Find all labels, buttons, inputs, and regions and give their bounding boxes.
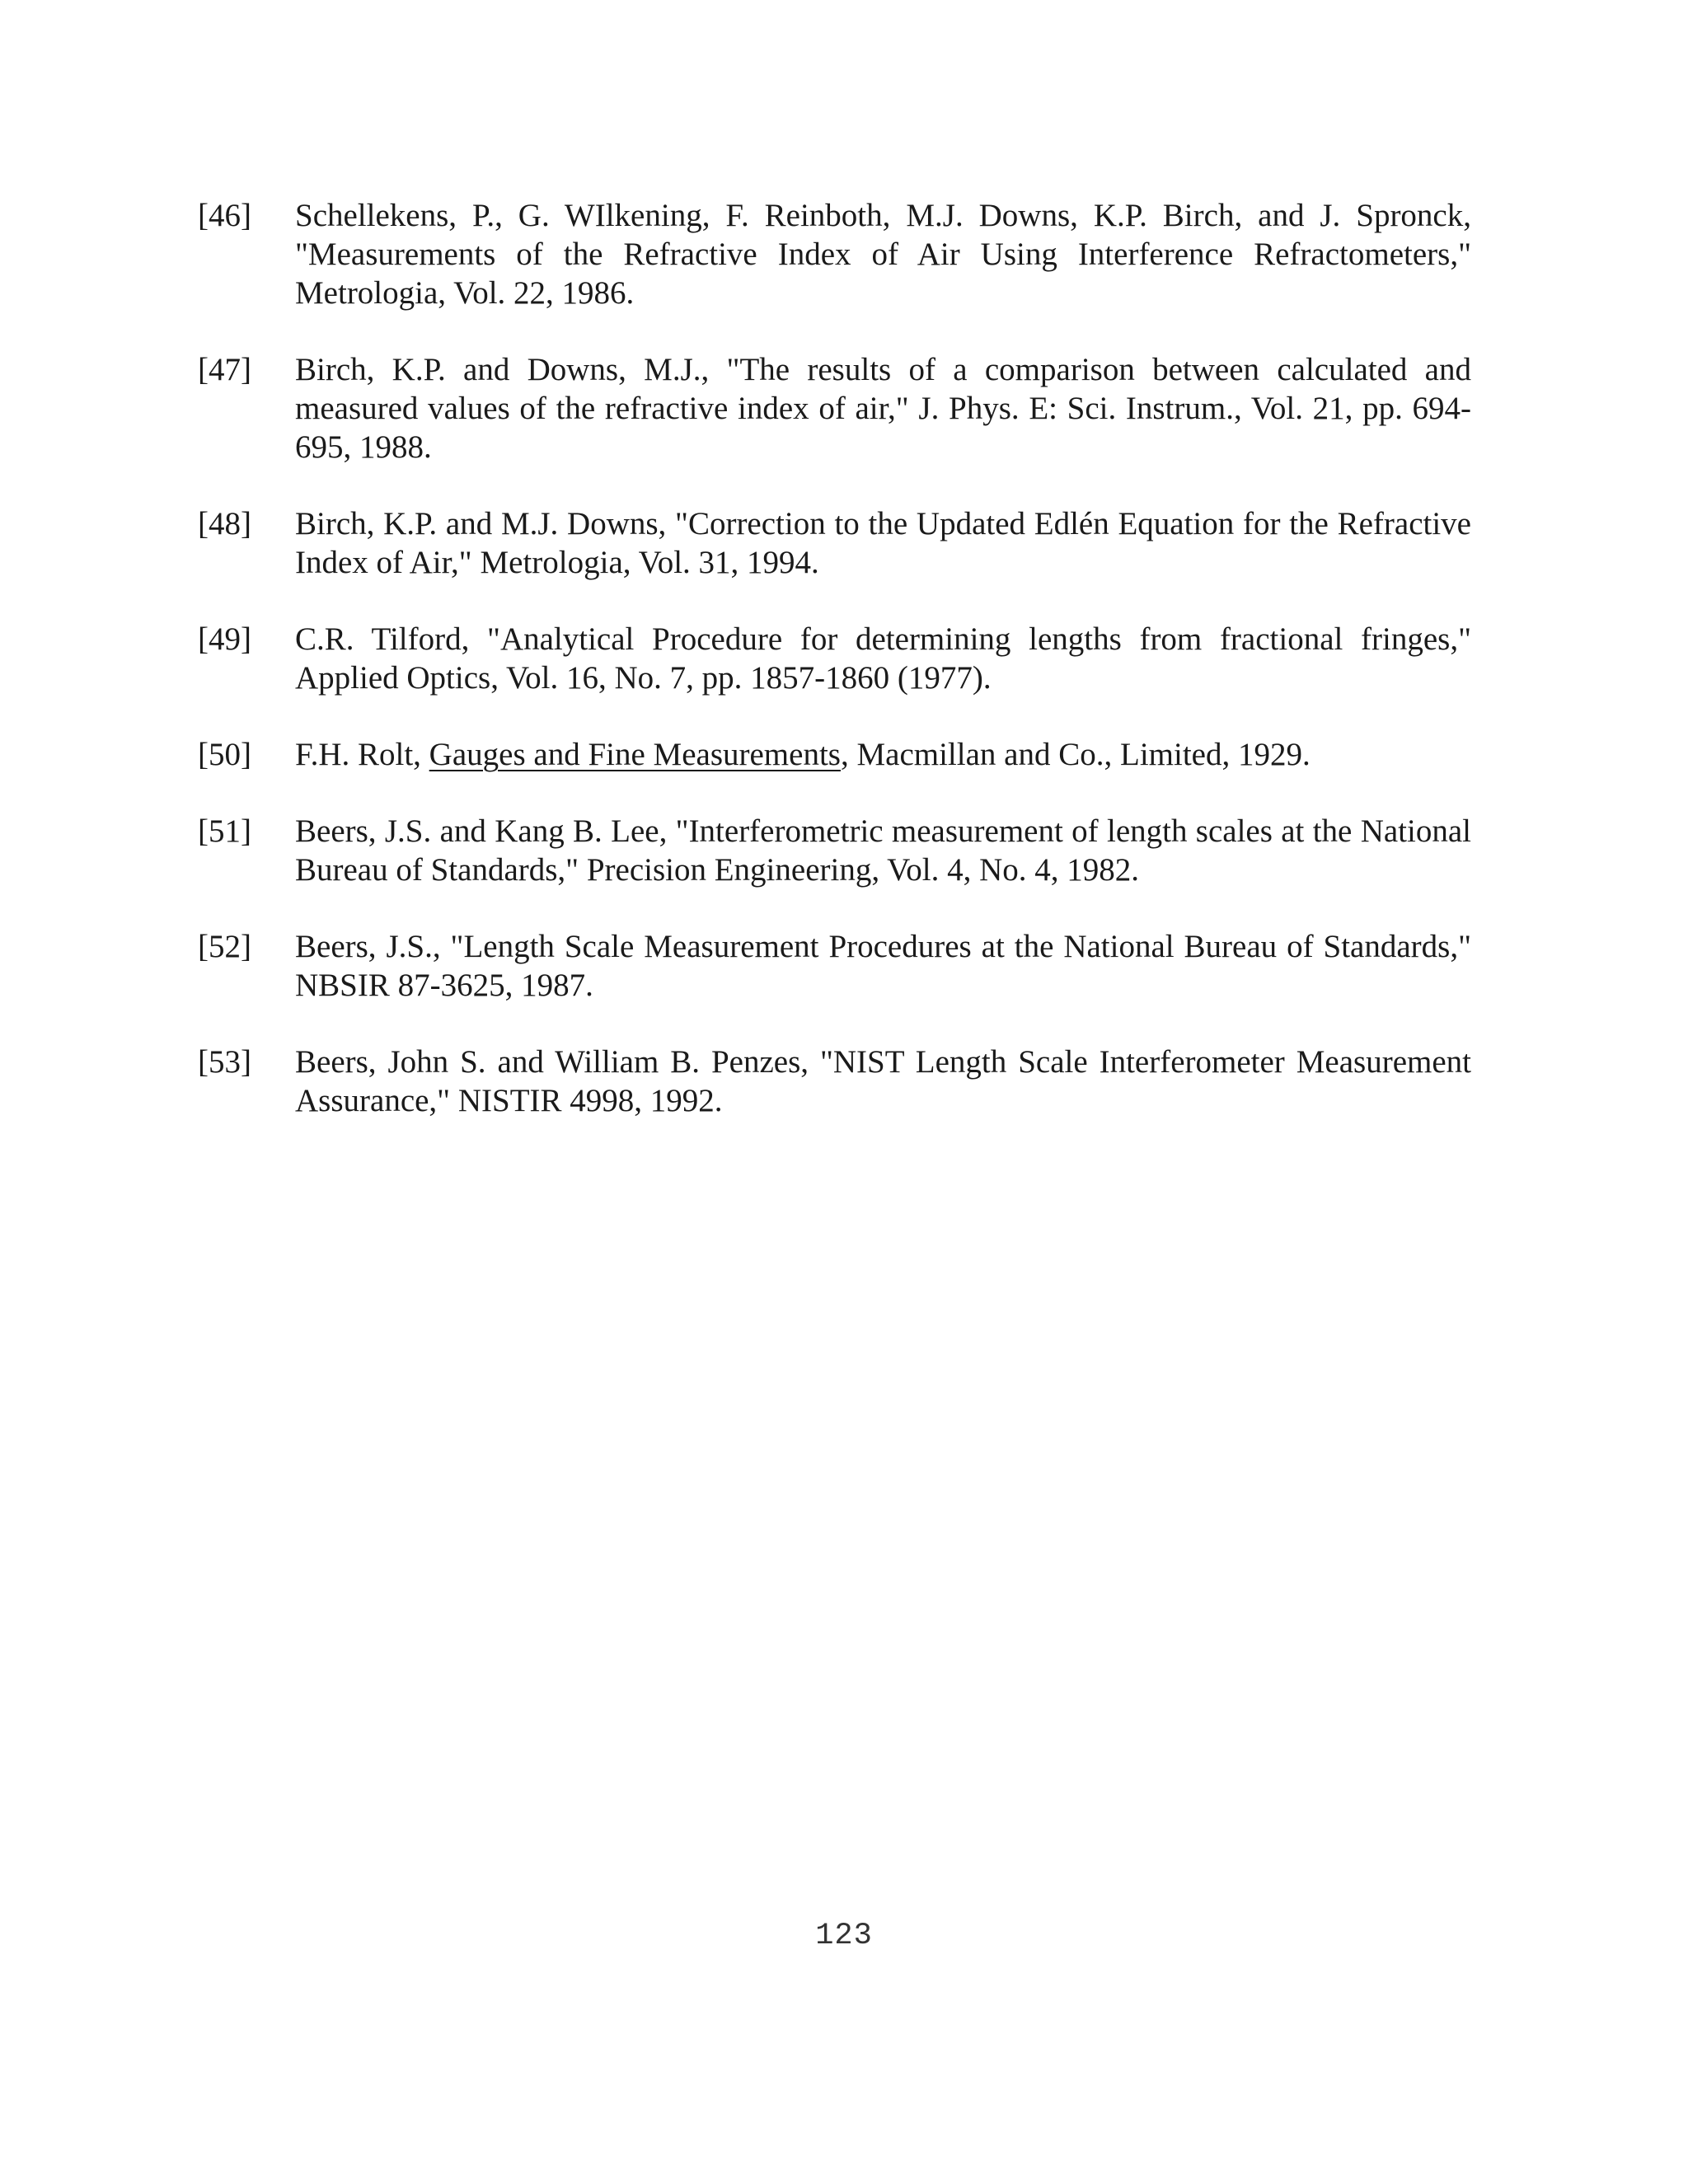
reference-text-before: F.H. Rolt, (295, 737, 429, 772)
reference-number: [50] (198, 737, 251, 772)
reference-text: C.R. Tilford, "Analytical Procedure for determining lengths from fractional fringes," Applied Optics, Vol. 16, No. 7, pp. 1857-1860 (1977). (295, 621, 1471, 696)
reference-text: Birch, K.P. and Downs, M.J., "The results of a comparison between calculated and measured values of the refractive index of air," J. Phys. E: Sci. Instrum., Vol. 21, pp. 694-695, 1988. (295, 352, 1471, 465)
reference-text: Birch, K.P. and M.J. Downs, "Correction to the Updated Edlén Equation for the Refractive Index of Air," Metrologia, Vol. 31, 1994. (295, 506, 1471, 580)
page-number: 123 (815, 1919, 873, 1953)
reference-47 (198, 350, 1471, 466)
reference-text: Beers, J.S. and Kang B. Lee, "Interferometric measurement of length scales at the National Bureau of Standards," Precision Engineering, Vol. 4, No. 4, 1982. (295, 813, 1471, 888)
reference-number: [52] (198, 929, 251, 964)
reference-number: [49] (198, 621, 251, 657)
book-title: Gauges and Fine Measurements (429, 737, 841, 772)
reference-text (295, 735, 1471, 774)
reference-number: [53] (198, 1044, 251, 1080)
reference-text: Beers, John S. and William B. Penzes, "NIST Length Scale Interferometer Measurement Assurance," NISTIR 4998, 1992. (295, 1044, 1471, 1118)
reference-53 (198, 1043, 1471, 1120)
reference-text: Schellekens, P., G. WIlkening, F. Reinboth, M.J. Downs, K.P. Birch, and J. Spronck, "Measurements of the Refractive Index of Air Using Interference Refractometers," Metrologia, Vol. 22, 1986. (295, 198, 1471, 311)
reference-46 (198, 196, 1471, 312)
reference-number: [51] (198, 813, 251, 849)
reference-number: [48] (198, 506, 251, 541)
reference-number: [47] (198, 352, 251, 387)
reference-51 (198, 812, 1471, 889)
reference-text-after: , Macmillan and Co., Limited, 1929. (840, 737, 1311, 772)
reference-number: [46] (198, 198, 251, 233)
reference-text: Beers, J.S., "Length Scale Measurement Procedures at the National Bureau of Standards," NBSIR 87-3625, 1987. (295, 929, 1471, 1003)
reference-48 (198, 504, 1471, 582)
reference-50 (198, 735, 1471, 774)
reference-list (198, 196, 1471, 1158)
reference-49 (198, 620, 1471, 697)
reference-52 (198, 927, 1471, 1005)
